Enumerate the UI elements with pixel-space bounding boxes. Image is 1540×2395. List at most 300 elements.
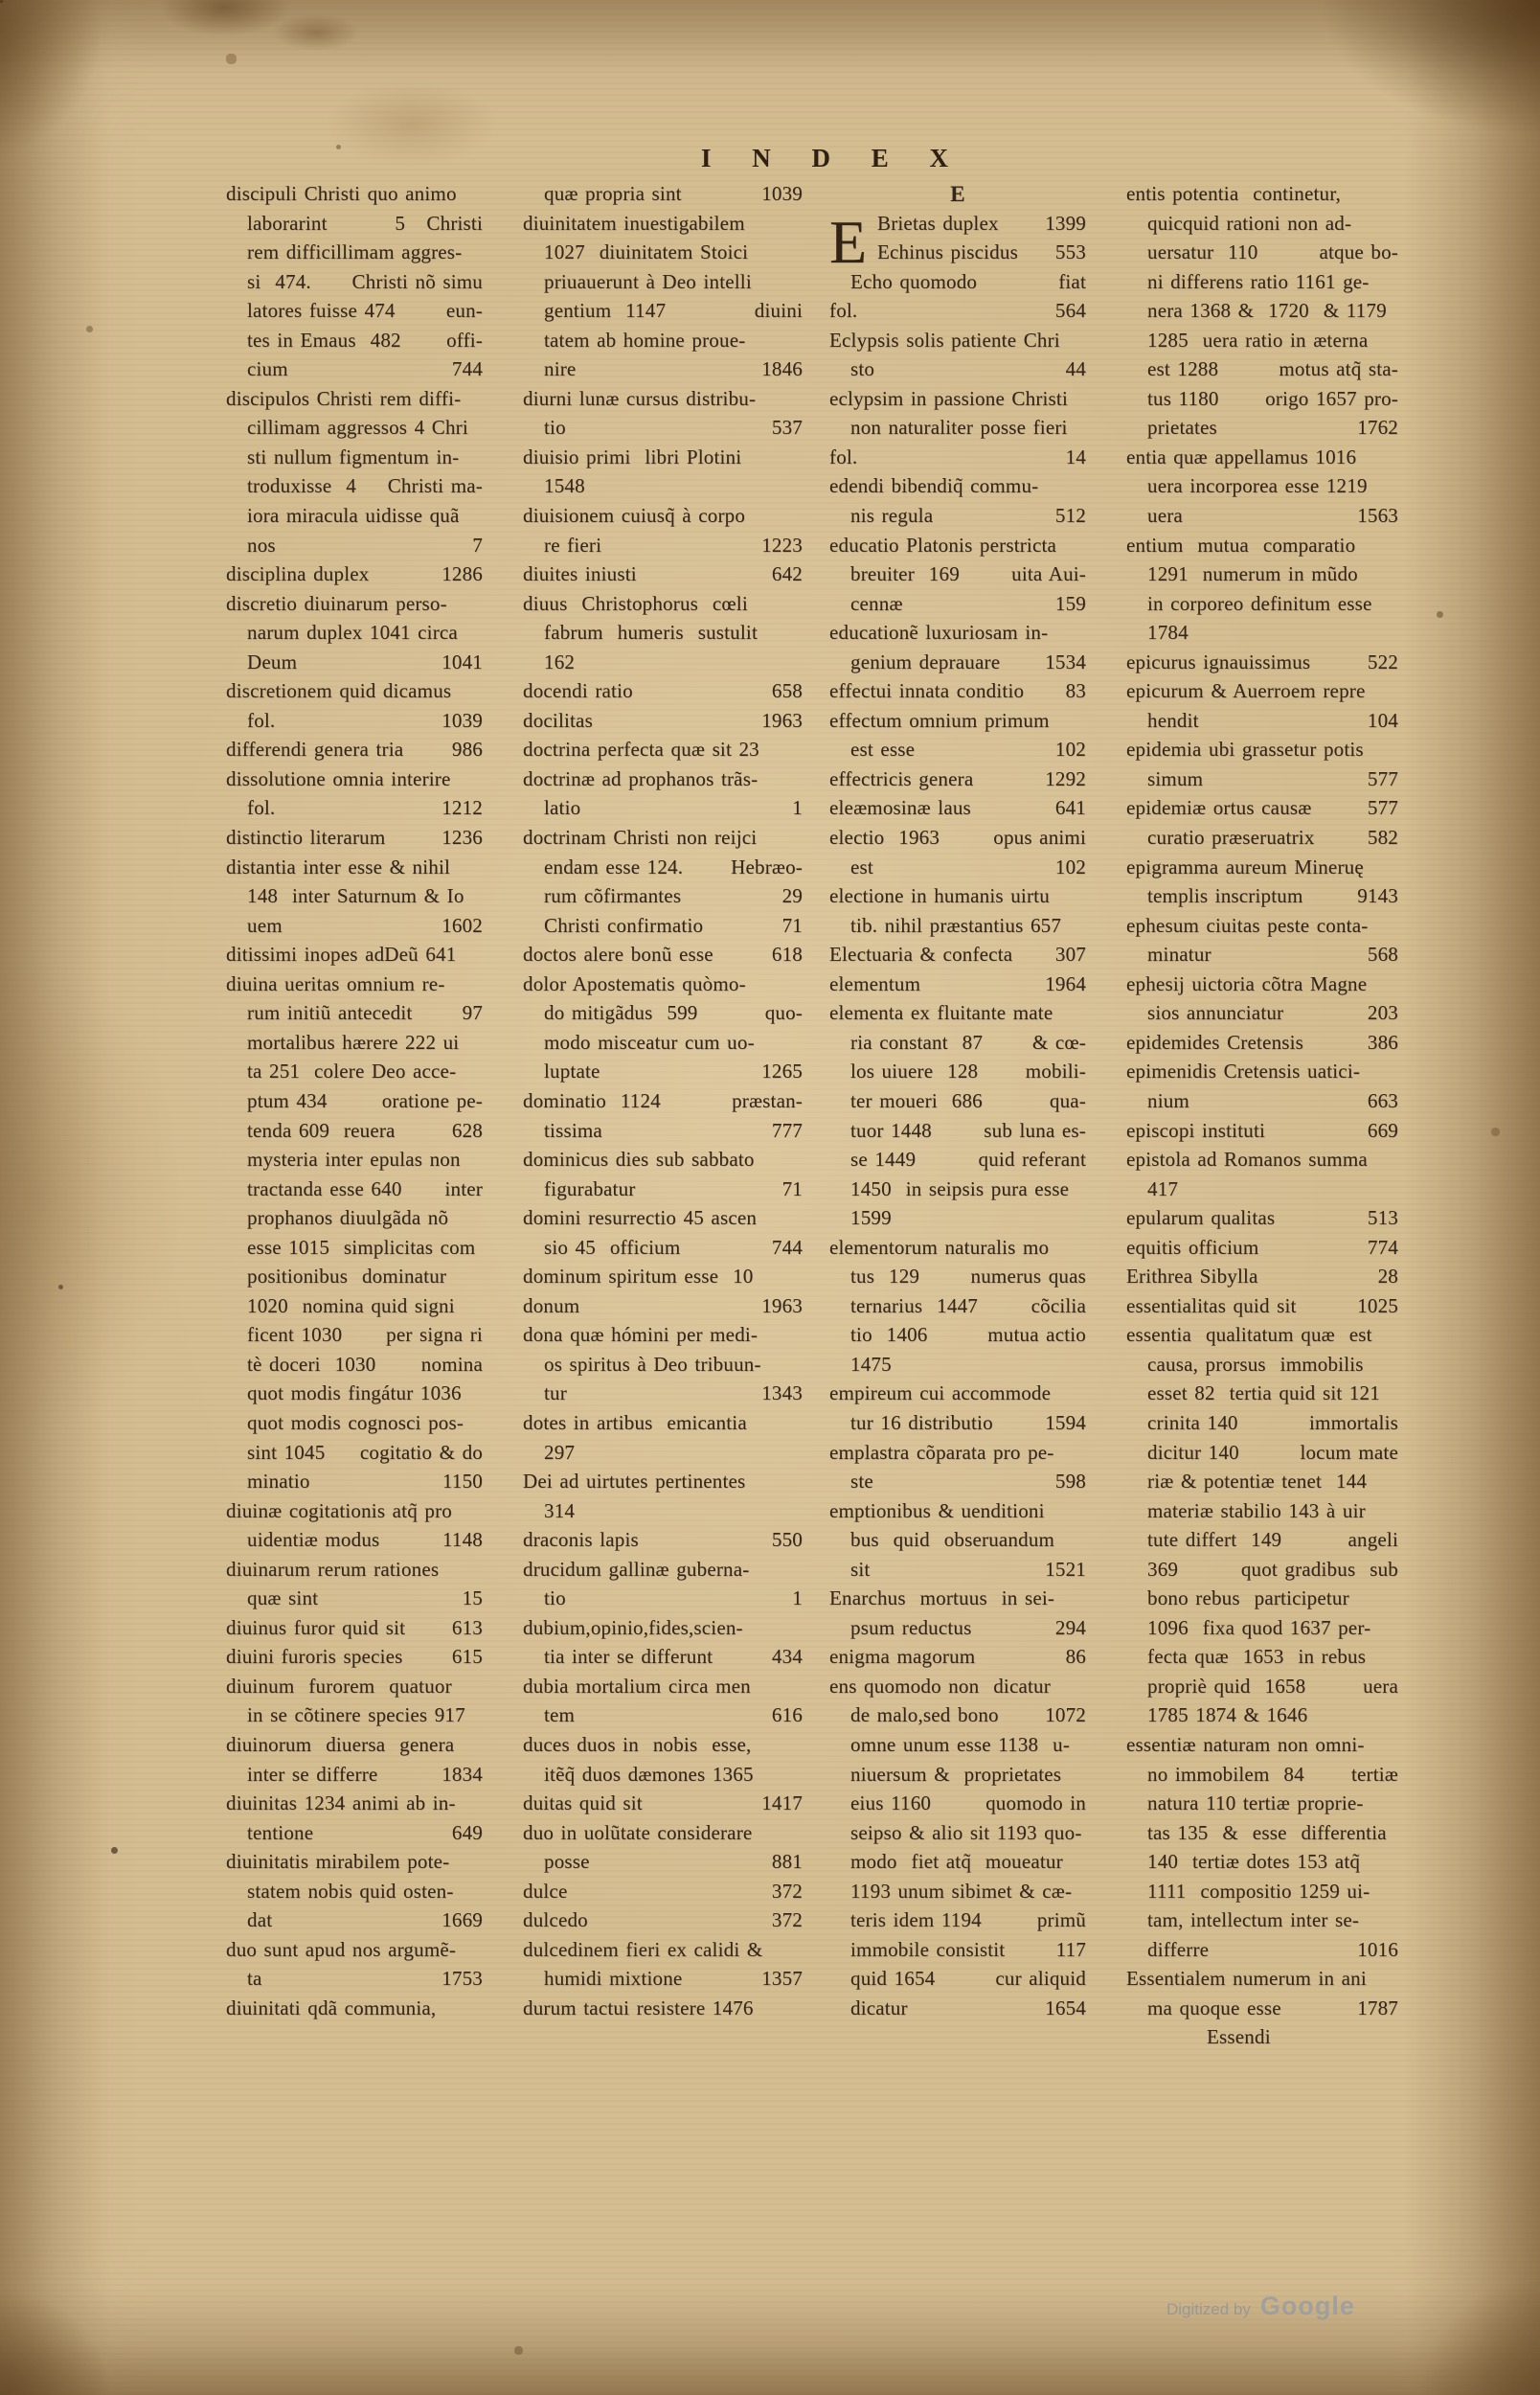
index-line — [226, 1499, 483, 1529]
entry-text: dona quæ hómini per medi- — [523, 1323, 759, 1347]
entry-text: ste — [850, 1470, 873, 1494]
index-line — [226, 504, 483, 534]
index-line — [523, 1791, 803, 1821]
page-number: 1041 — [442, 650, 483, 673]
index-line — [829, 1148, 1086, 1177]
entry-text: diurni lunæ cursus distribu- — [523, 386, 757, 410]
index-line — [226, 357, 483, 387]
index-line — [226, 709, 483, 739]
page-number: 649 — [451, 1820, 483, 1844]
index-line — [226, 329, 483, 358]
index-line — [1126, 1353, 1398, 1382]
index-line — [523, 1938, 803, 1968]
index-line — [523, 1645, 803, 1675]
entry-text: 1475 — [850, 1352, 892, 1376]
page-number: 1753 — [442, 1967, 483, 1991]
entry-text: 297 — [544, 1440, 576, 1464]
index-line — [1126, 474, 1398, 504]
entry-text: rem difficillimam aggres- — [247, 240, 463, 264]
entry-text: minatio — [247, 1470, 310, 1494]
entry-text: fol. — [829, 445, 858, 468]
index-line — [226, 1558, 483, 1587]
index-line — [1126, 650, 1398, 680]
page-number: angeli — [1348, 1528, 1398, 1552]
index-line — [1126, 1060, 1398, 1089]
index-line — [226, 1089, 483, 1119]
index-line — [523, 621, 803, 650]
entry-text: 140 tertiæ dotes 153 atq̃ — [1147, 1850, 1361, 1874]
index-line — [226, 1411, 483, 1441]
index-line — [523, 387, 803, 417]
index-line — [523, 914, 803, 944]
index-line — [226, 1586, 483, 1616]
page-number: 744 — [451, 357, 483, 381]
page-number: 1846 — [761, 357, 803, 381]
entry-text: cillimam aggressos 4 Chri — [247, 416, 468, 440]
entry-text: entia quæ appellamus 1016 — [1126, 445, 1357, 468]
entry-text: 162 — [544, 650, 576, 673]
index-line — [226, 1060, 483, 1089]
index-line — [523, 855, 803, 885]
index-line — [523, 1323, 803, 1353]
index-line — [829, 1996, 1086, 2026]
index-line — [829, 1645, 1086, 1675]
entry-text: elementum — [829, 971, 921, 995]
entry-text: edendi bibendiq̃ commu- — [829, 474, 1039, 498]
page-number: quot gradibus sub — [1240, 1557, 1398, 1581]
page-number: 28 — [1377, 1265, 1398, 1289]
index-line — [829, 1265, 1086, 1294]
entry-text: effectui innata conditio — [829, 679, 1025, 703]
index-line — [1126, 387, 1398, 417]
index-line — [523, 1499, 803, 1529]
entry-text: nos — [247, 533, 276, 557]
index-line — [1126, 943, 1398, 972]
entry-text: omne unum esse 1138 u- — [850, 1732, 1071, 1756]
page-number: 553 — [1054, 240, 1086, 264]
entry-text: laborarint — [247, 211, 328, 235]
page-number: 1236 — [442, 826, 483, 850]
page-number: 1399 — [1045, 211, 1086, 235]
page-number: Christi ma- — [387, 474, 483, 498]
entry-text: gentium 1147 — [544, 299, 667, 323]
index-line — [1126, 767, 1398, 797]
index-line — [829, 1528, 1086, 1558]
entry-text: 1020 nomina quid signi — [247, 1293, 455, 1317]
entry-text: essentiæ naturam non omni- — [1126, 1732, 1365, 1756]
entry-text: minatur — [1147, 943, 1212, 967]
entry-text: tia inter se differunt — [544, 1645, 713, 1669]
page-number: nomina — [420, 1352, 483, 1376]
entry-text: psum reductus — [850, 1615, 972, 1639]
index-line — [1126, 1821, 1398, 1851]
entry-text: epicurum & Auerroem repre — [1126, 679, 1366, 703]
index-line — [226, 1675, 483, 1704]
page-number: 203 — [1367, 1001, 1398, 1025]
entry-text: riæ & potentiæ tenet 144 — [1147, 1470, 1368, 1494]
entry-text: modo misceatur cum uo- — [544, 1030, 755, 1054]
index-line — [829, 1558, 1086, 1587]
index-line — [523, 270, 803, 300]
index-line — [226, 1294, 483, 1324]
page-number: 29 — [781, 884, 803, 908]
page-number: 537 — [771, 416, 803, 440]
index-line — [226, 1528, 483, 1558]
entry-text: nium — [1147, 1088, 1189, 1112]
entry-text: diuites iniusti — [523, 562, 637, 586]
index-line — [829, 504, 1086, 534]
entry-text: draconis lapis — [523, 1528, 639, 1552]
index-line — [1126, 1265, 1398, 1294]
page-number: 642 — [771, 562, 803, 586]
entry-text: tas 135 & esse differentia — [1147, 1820, 1387, 1844]
index-line — [829, 1177, 1086, 1207]
entry-text: dubia mortalium circa men — [523, 1674, 751, 1698]
index-line — [523, 1558, 803, 1587]
index-line — [523, 504, 803, 534]
entry-text: fol. — [247, 796, 276, 820]
entry-text: sti nullum figmentum in- — [247, 445, 460, 468]
page-number: & cœ- — [1031, 1030, 1086, 1054]
page-number: tertiæ — [1350, 1762, 1398, 1786]
index-line — [226, 826, 483, 855]
index-line — [1126, 1381, 1398, 1411]
index-line — [1126, 914, 1398, 944]
entry-text: discretio diuinarum perso- — [226, 591, 447, 615]
page-number: 102 — [1054, 855, 1086, 878]
index-line — [523, 1411, 803, 1441]
entry-text: doctos alere bonũ esse — [523, 943, 713, 967]
index-line — [1126, 738, 1398, 767]
index-line — [829, 855, 1086, 885]
entry-text: doctrina perfecta quæ sit 23 — [523, 738, 759, 762]
entry-text: humidi mixtione — [544, 1967, 683, 1991]
entry-text: fecta quæ 1653 in rebus — [1147, 1645, 1367, 1669]
index-column-2 — [523, 182, 803, 2025]
index-line — [1126, 826, 1398, 855]
page-number: 986 — [451, 738, 483, 762]
entry-text: nis regula — [850, 504, 934, 528]
index-line — [523, 796, 803, 826]
index-line — [1126, 270, 1398, 300]
entry-text: dominicus dies sub sabbato — [523, 1148, 755, 1172]
entry-text: diuisionem cuiusq̃ à corpo — [523, 504, 746, 528]
index-line — [1126, 1675, 1398, 1704]
entry-text: differre — [1147, 1937, 1210, 1961]
entry-text: nire — [544, 357, 577, 381]
index-line — [829, 1294, 1086, 1324]
entry-text: diuinitatis mirabilem pote- — [226, 1850, 450, 1874]
index-line — [523, 679, 803, 709]
index-line — [523, 826, 803, 855]
entry-text: prietates — [1147, 416, 1217, 440]
dropcap-letter: E — [829, 207, 868, 276]
entry-text: empireum cui accommode — [829, 1381, 1052, 1405]
page-number: locum mate — [1300, 1440, 1398, 1464]
entry-text: duces duos in nobis esse, — [523, 1732, 752, 1756]
page-number: 615 — [451, 1645, 483, 1669]
page-number: quomodo in — [985, 1791, 1086, 1815]
entry-text: figurabatur — [544, 1176, 636, 1200]
entry-text: uidentiæ modus — [247, 1528, 380, 1552]
page-number: 628 — [451, 1118, 483, 1142]
entry-text: ptum 434 — [247, 1088, 328, 1112]
entry-text: mortalibus hærere 222 ui — [247, 1030, 460, 1054]
entry-text: entis potentia continetur, — [1126, 182, 1342, 205]
entry-text: equitis officium — [1126, 1235, 1259, 1259]
index-line — [1126, 1616, 1398, 1646]
index-line — [1126, 1001, 1398, 1031]
index-line — [829, 1821, 1086, 1851]
entry-text: fol. — [829, 299, 858, 323]
entry-text: est 1288 — [1147, 357, 1219, 381]
index-line — [829, 416, 1086, 445]
page-number: 1357 — [761, 1967, 803, 1991]
index-line — [226, 270, 483, 300]
index-line — [226, 1791, 483, 1821]
index-line — [1126, 1411, 1398, 1441]
page-number: 294 — [1054, 1615, 1086, 1639]
page-number: mutua actio — [987, 1323, 1086, 1347]
page-number: 15 — [462, 1586, 483, 1610]
index-line — [829, 387, 1086, 417]
index-line — [1126, 972, 1398, 1002]
index-line — [829, 562, 1086, 592]
entry-text: niuersum & proprietates — [850, 1762, 1062, 1786]
page-number: 307 — [1054, 943, 1086, 967]
index-line — [1126, 621, 1398, 650]
index-line — [523, 1265, 803, 1294]
page-number: 663 — [1367, 1088, 1398, 1112]
page-number: 1963 — [761, 708, 803, 732]
entry-text: cennæ — [850, 591, 903, 615]
index-line — [226, 767, 483, 797]
entry-text: episcopi instituti — [1126, 1118, 1266, 1142]
index-line — [829, 1381, 1086, 1411]
page-number: immortalis — [1309, 1410, 1398, 1434]
page-number: sub luna es- — [984, 1118, 1086, 1142]
page-number: 9143 — [1357, 884, 1398, 908]
entry-text: 1027 diuinitatem Stoici — [544, 240, 749, 264]
entry-text: Erithrea Sibylla — [1126, 1265, 1258, 1289]
index-line — [523, 240, 803, 270]
page-number: 1762 — [1357, 416, 1398, 440]
index-line — [1126, 357, 1398, 387]
entry-text: natura 110 tertiæ proprie- — [1147, 1791, 1364, 1815]
index-line — [829, 1616, 1086, 1646]
entry-text: rum initiũ antecedit — [247, 1001, 413, 1025]
page-number: 1654 — [1045, 1996, 1086, 2019]
index-line — [829, 474, 1086, 504]
index-line — [523, 972, 803, 1002]
index-column-1 — [226, 182, 483, 2025]
page-number: 7 — [472, 533, 483, 557]
page-number: 86 — [1065, 1645, 1086, 1669]
entry-text: ephesij uictoria cõtra Magne — [1126, 971, 1368, 995]
index-line — [523, 1967, 803, 1996]
index-line — [829, 1236, 1086, 1266]
index-line — [523, 1703, 803, 1733]
entry-text: 1193 unum sibimet & cæ- — [850, 1879, 1073, 1903]
index-line — [829, 534, 1086, 563]
index-line — [829, 972, 1086, 1002]
entry-text: ni differens ratio 1161 ge- — [1147, 269, 1370, 293]
entry-text: electio 1963 — [829, 826, 940, 850]
index-line — [829, 1060, 1086, 1089]
entry-text: Enarchus mortuus in sei- — [829, 1586, 1055, 1610]
page-number: cur aliquid — [995, 1967, 1086, 1991]
index-line — [226, 1733, 483, 1763]
page-number: 1148 — [442, 1528, 483, 1552]
index-line — [1126, 1967, 1398, 1996]
index-line — [829, 1031, 1086, 1061]
entry-text: dolor Apostematis quòmo- — [523, 971, 746, 995]
index-line — [1126, 709, 1398, 739]
index-line — [1126, 299, 1398, 329]
index-line — [1126, 534, 1398, 563]
entry-text: diuinarum rerum rationes — [226, 1557, 440, 1581]
entry-text: 1285 uera ratio in æterna — [1147, 328, 1369, 352]
index-line — [829, 1353, 1086, 1382]
index-line — [523, 1821, 803, 1851]
entry-text: hendit — [1147, 708, 1199, 732]
index-line — [1126, 240, 1398, 270]
entry-text: itẽq̃ duos dæmones 1365 — [544, 1762, 754, 1786]
index-line — [829, 1586, 1086, 1616]
index-line — [523, 1119, 803, 1149]
index-line — [523, 1031, 803, 1061]
index-line — [1126, 1441, 1398, 1471]
entry-text: diuini furoris species — [226, 1645, 403, 1669]
index-line — [226, 1645, 483, 1675]
entry-text: dominatio 1124 — [523, 1088, 661, 1112]
entry-text: 1548 — [544, 474, 585, 498]
page-number: 1534 — [1045, 650, 1086, 673]
index-line — [829, 1411, 1086, 1441]
entry-text: narum duplex 1041 circa — [247, 621, 458, 645]
entry-text: tem — [544, 1703, 576, 1727]
index-line — [226, 1908, 483, 1938]
entry-text: do mitigãdus 599 — [544, 1001, 698, 1025]
page-number: motus atq̃ sta- — [1279, 357, 1398, 381]
index-line — [226, 621, 483, 650]
page-number: 434 — [771, 1645, 803, 1669]
index-line — [226, 240, 483, 270]
index-line — [226, 1850, 483, 1880]
index-line — [1126, 329, 1398, 358]
entry-text: 1450 in seipsis pura esse — [850, 1176, 1070, 1200]
entry-text: rum cõfirmantes — [544, 884, 682, 908]
entry-text: immobile consistit — [850, 1937, 1006, 1961]
index-line — [226, 1821, 483, 1851]
entry-text: est esse — [850, 738, 916, 762]
index-line — [226, 534, 483, 563]
entry-text: dissolutione omnia interire — [226, 766, 451, 790]
index-line — [226, 562, 483, 592]
page-number: 1016 — [1357, 1937, 1398, 1961]
entry-text: tam, intellectum inter se- — [1147, 1908, 1360, 1932]
index-line — [829, 621, 1086, 650]
index-line — [1126, 1148, 1398, 1177]
page-number: 598 — [1054, 1470, 1086, 1494]
index-line — [829, 445, 1086, 475]
entry-text: Essentialem numerum in ani — [1126, 1967, 1367, 1991]
entry-text: diuinorum diuersa genera — [226, 1732, 455, 1756]
entry-text: tuor 1448 — [850, 1118, 932, 1142]
entry-text: epigramma aureum Mineruę — [1126, 855, 1364, 878]
index-line — [226, 445, 483, 475]
index-line — [523, 1470, 803, 1499]
entry-text: crinita 140 — [1147, 1410, 1238, 1434]
entry-text: bono rebus participetur — [1147, 1586, 1349, 1610]
entry-text: tissima — [544, 1118, 602, 1142]
entry-text: ria constant 87 — [850, 1030, 984, 1054]
entry-text: Brietas duplex — [877, 211, 999, 235]
entry-text: statem nobis quid osten- — [247, 1879, 454, 1903]
watermark-prefix: Digitized by — [1166, 2300, 1251, 2318]
entry-text: propriè quid 1658 — [1147, 1674, 1306, 1698]
entry-text: fol. — [247, 708, 276, 732]
index-line — [523, 1850, 803, 1880]
entry-text: materiæ stabilio 143 à uir — [1147, 1498, 1366, 1522]
entry-text: no immobilem 84 — [1147, 1762, 1304, 1786]
entry-text: priuauerunt à Deo intelli — [544, 269, 752, 293]
page-number: quo- — [764, 1001, 803, 1025]
index-line — [1126, 884, 1398, 914]
entry-text: de malo,sed bono — [850, 1703, 999, 1727]
index-line — [523, 1880, 803, 1909]
entry-text: ficent 1030 — [247, 1323, 343, 1347]
google-watermark — [1166, 2292, 1355, 2321]
page-number: oratione pe- — [381, 1088, 483, 1112]
index-line — [829, 1206, 1086, 1236]
entry-text: emptionibus & uenditioni — [829, 1498, 1045, 1522]
entry-text: non naturaliter posse fieri — [850, 416, 1068, 440]
entry-text: eius 1160 — [850, 1791, 932, 1815]
entry-text: Eclypsis solis patiente Chri — [829, 328, 1060, 352]
index-line — [1126, 679, 1398, 709]
entry-text: tatem ab homine proue- — [544, 328, 746, 352]
entry-text: tio — [544, 1586, 566, 1610]
index-line — [226, 1763, 483, 1792]
index-line — [226, 1177, 483, 1207]
entry-text: quicquid rationi non ad- — [1147, 211, 1352, 235]
entry-text: mysteria inter epulas non — [247, 1148, 461, 1172]
index-line — [523, 1381, 803, 1411]
entry-text: distinctio literarum — [226, 826, 386, 850]
index-line — [829, 329, 1086, 358]
index-line — [829, 1001, 1086, 1031]
page-number: 568 — [1367, 943, 1398, 967]
page-number: 658 — [771, 679, 803, 703]
entry-text: ternarius 1447 — [850, 1293, 978, 1317]
entry-text: diuinitatem inuestigabilem — [523, 211, 745, 235]
entry-text: dulcedinem fieri ex calidi & — [523, 1937, 763, 1961]
entry-text: epistola ad Romanos summa — [1126, 1148, 1368, 1172]
entry-text: diuisio primi libri Plotini — [523, 445, 742, 468]
index-line — [226, 1441, 483, 1471]
page-number: 1964 — [1045, 971, 1086, 995]
entry-text: 1785 1874 & 1646 — [1147, 1703, 1308, 1727]
index-line — [1126, 1586, 1398, 1616]
index-line — [226, 1703, 483, 1733]
page-number: 1563 — [1357, 504, 1398, 528]
page-number: origo 1657 pro- — [1265, 386, 1398, 410]
page-number: inter — [444, 1176, 483, 1200]
page-number: 14 — [1065, 445, 1086, 468]
page-number: 1963 — [761, 1293, 803, 1317]
entry-text: ta — [247, 1967, 262, 1991]
